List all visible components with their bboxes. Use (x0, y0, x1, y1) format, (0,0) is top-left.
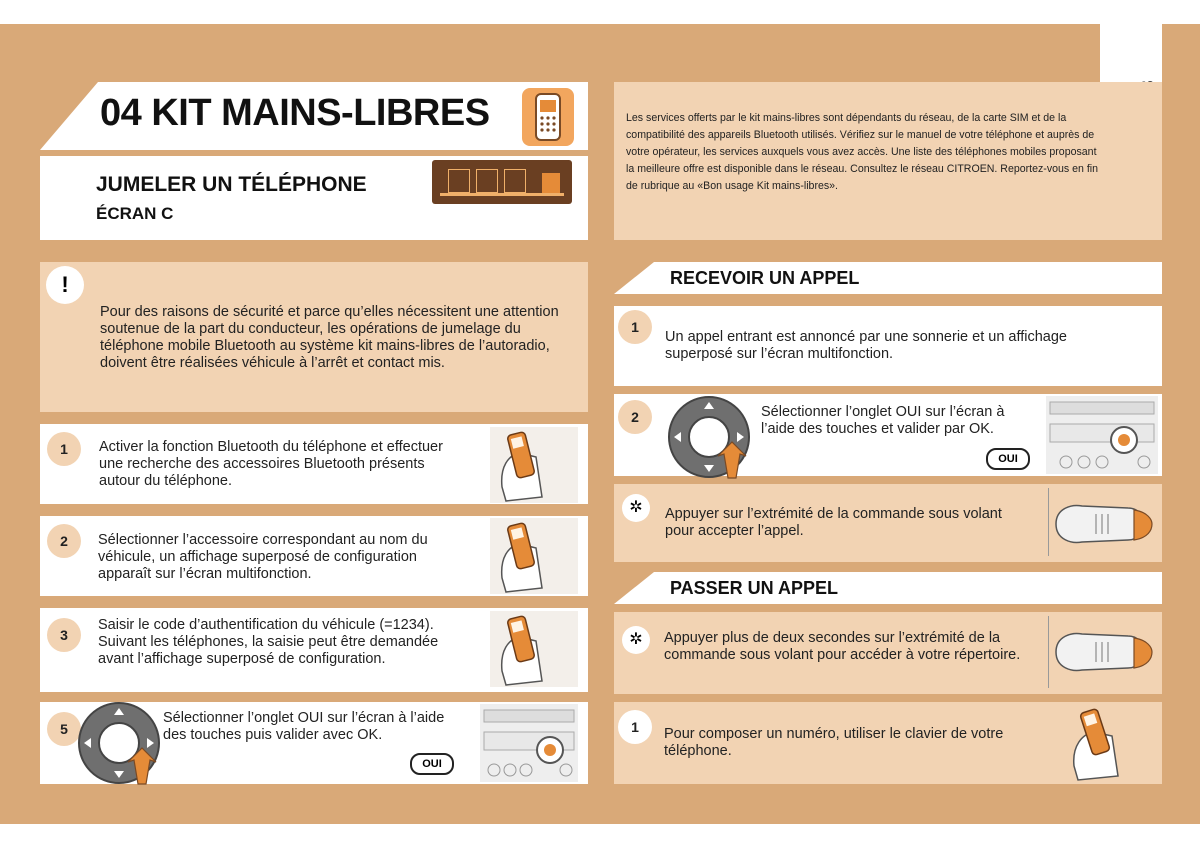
hand-phone-icon (490, 427, 578, 503)
section-title-receive: RECEVOIR UN APPEL (670, 268, 860, 288)
step-number: 2 (47, 524, 81, 558)
steering-control-icon (1052, 490, 1156, 556)
screen-tabs-icon (432, 160, 572, 204)
step-text: Appuyer plus de deux secondes sur l’extrémité de la commande sous volant pour accéder à votre répertoire. (664, 630, 1021, 663)
step-text: Pour composer un numéro, utiliser le clavier de votre téléphone. (664, 726, 1004, 759)
step-text: Sélectionner l’accessoire correspondant au nom du véhicule, un affichage superposé de configuration apparaît sur l’écran multifonction. (98, 532, 428, 582)
oui-button[interactable]: OUI (986, 448, 1030, 470)
hand-phone-icon (490, 611, 578, 687)
step-number: 2 (618, 400, 652, 434)
oui-button[interactable]: OUI (410, 753, 454, 775)
phone-icon (522, 88, 574, 146)
warning-text: Pour des raisons de sécurité et parce qu’elles nécessitent une attention soutenue de la part du conducteur, les opérations de jumelage du téléphone mobile Bluetooth au système kit mains-libres de l’autoradio, doivent être réalisées véhicule à l’arrêt et contact mis. (100, 304, 559, 371)
step-text: Sélectionner l’onglet OUI sur l’écran à l’aide des touches puis valider avec OK. (163, 710, 445, 743)
divider (1048, 488, 1049, 556)
screen-label: ÉCRAN C (96, 204, 174, 223)
warning-icon: ! (46, 266, 84, 304)
info-text: Les services offerts par le kit mains-libres sont dépendants du réseau, de la carte SIM et de la compatibilité des appareils Bluetooth utilisés. Vérifiez sur le manuel de votre téléphone et auprès de votre opérateur, les services auxquels vous avez accès. Une liste des téléphones mobiles proposant la meilleure offre est disponible dans le réseau. Consultez le réseau CITROEN. Reportez-vous en fin de rubrique au «Bon usage Kit mains-libres». (626, 112, 1099, 192)
hand-phone-icon (1064, 704, 1156, 782)
step-number: 1 (618, 310, 652, 344)
steering-control-icon (1052, 618, 1156, 684)
step-text: Appuyer sur l’extrémité de la commande sous volant pour accepter l’appel. (665, 506, 1002, 539)
step-text: Un appel entrant est annoncé par une sonnerie et un affichage superposé sur l’écran multifonction. (665, 329, 1067, 362)
step-number: 1 (618, 710, 652, 744)
page-title: 04 KIT MAINS-LIBRES (100, 92, 490, 134)
step-text: Activer la fonction Bluetooth du téléphone et effectuer une recherche des accessoires Bluetooth présents autour du téléphone. (99, 439, 443, 489)
divider (1048, 616, 1049, 688)
section-title-call: PASSER UN APPEL (670, 578, 839, 598)
radio-panel-icon (480, 704, 578, 782)
hand-phone-icon (490, 518, 578, 594)
step-text: Saisir le code d’authentification du véhicule (=1234). Suivant les téléphones, la saisie peut être demandée avant l’affichage superposé de configuration. (98, 617, 439, 667)
step-number: 5 (47, 712, 81, 746)
section-subtitle: JUMELER UN TÉLÉPHONE (96, 173, 367, 196)
dpad-icon (76, 700, 162, 786)
brightness-icon: ✲ (622, 494, 650, 522)
step-number: 1 (47, 432, 81, 466)
dpad-icon (666, 394, 752, 480)
brightness-icon: ✲ (622, 626, 650, 654)
step-text: Sélectionner l’onglet OUI sur l’écran à l’aide des touches et valider par OK. (761, 404, 1005, 437)
radio-panel-icon (1046, 396, 1158, 474)
step-number: 3 (47, 618, 81, 652)
